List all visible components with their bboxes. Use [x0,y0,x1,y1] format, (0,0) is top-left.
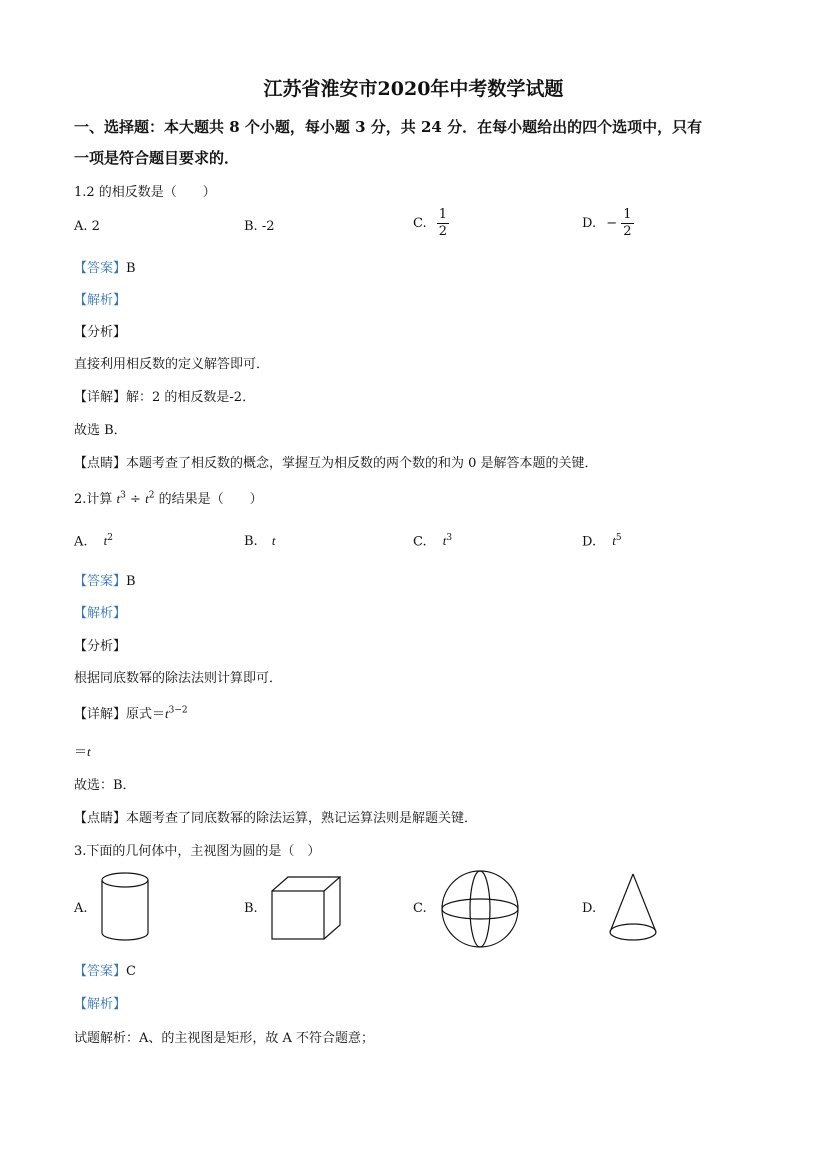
equation-t: t [87,744,91,759]
q1-option-a: A. 2 [74,219,100,234]
option-label: C. [413,534,427,550]
cube-figure [268,873,344,943]
q2-stem-exp1: 3 [120,490,126,501]
q3-answer [74,960,136,979]
option-base: t [442,533,447,549]
q1-stem: 1.2 的相反数是（ ） [74,185,216,200]
q1-option-d-label: D. [582,216,597,231]
q2-dianjing: 【点睛】本题考查了同底数幂的除法运算，熟记运算法则是解题关键． [74,811,478,826]
cylinder-figure [98,870,152,944]
option-exp: 5 [615,533,622,543]
q3-option-d-label: D. [582,901,597,916]
q1-dianjing: 【点睛】本题考查了相反数的概念，掌握互为相反数的两个数的和为 0 是解答本题的关键． [74,456,598,471]
q2-option-b [244,533,275,549]
fraction-numerator: 1 [438,207,448,222]
q1-guxuan: 故选 B． [74,423,127,438]
q2-stem-exp2: 2 [148,490,155,501]
answer-value: B [126,261,136,276]
q1-answer [74,257,136,276]
q2-xiangjie [74,703,188,722]
xiangjie-base: t [165,706,169,721]
q1-jiexi-tag: 【解析】 [74,293,127,308]
section-heading-line2: 一项是符合题目要求的． [74,149,240,167]
q2-option-a [74,533,113,549]
q3-option-b-label: B. [244,901,258,916]
q2-stem-post: 的结果是（ ） [154,492,263,507]
q2-jiexi-tag: 【解析】 [74,606,127,621]
answer-value: C [126,964,136,979]
q2-stem-pre: 2.计算 [74,492,117,507]
sphere-figure [438,868,522,950]
q2-stem-base2: t [145,491,149,506]
section-heading-line1: 一、选择题：本大题共 8 个小题，每小题 3 分，共 24 分．在每小题给出的四个选项中，只有 [74,118,703,136]
q2-answer [74,570,136,589]
q3-jiexi-tag: 【解析】 [74,997,127,1012]
q2-stem-div: ÷ [125,492,146,507]
q1-fenxi-tag: 【分析】 [74,325,127,340]
q3-stem: 3.下面的几何体中，主视图为圆的是（ ） [74,844,321,859]
answer-tag: 【答案】 [74,261,127,276]
q2-equation-line [74,741,91,760]
fraction-numerator: 1 [623,207,632,222]
q1-fenxi-text: 直接利用相反数的定义解答即可． [74,357,270,372]
option-base: t [271,533,276,548]
q1-option-c [413,207,449,240]
fraction-denominator: 2 [438,224,448,239]
option-base: t [103,533,108,549]
q1-option-b: B. -2 [244,219,275,234]
answer-tag: 【答案】 [74,574,127,589]
q1-option-c-fraction [437,207,449,240]
q2-stem-base1: t [116,491,121,506]
q2-stem [74,488,263,507]
cone-figure [606,872,660,944]
option-label: B. [244,534,258,549]
option-label: D. [582,534,597,550]
option-exp: 2 [107,533,114,543]
q3-option-a-label: A. [74,901,88,916]
page-title: 江苏省淮安市2020年中考数学试题 [263,78,564,100]
q1-option-d [582,207,634,240]
option-exp: 3 [446,533,453,543]
equals-sign: ＝ [74,745,88,760]
answer-value: B [126,574,136,589]
q1-option-c-label: C. [413,216,427,231]
fraction-denominator: 2 [623,224,632,239]
q2-guxuan: 故选：B． [74,778,136,793]
answer-tag: 【答案】 [74,964,127,979]
xiangjie-exp: 3−2 [168,705,188,716]
q2-option-c [413,533,452,549]
q2-fenxi-text: 根据同底数幂的除法法则计算即可． [74,671,283,686]
q1-option-d-fraction [621,207,633,240]
option-base: t [612,533,616,549]
q1-xiangjie: 【详解】解：2 的相反数是-2． [74,390,256,405]
q3-option-c-label: C. [413,901,427,916]
option-label: A. [74,534,88,550]
q3-jiexi-text: 试题解析：A、的主视图是矩形，故 A 不符合题意； [74,1031,375,1046]
xiangjie-text: 【详解】原式＝ [74,707,166,722]
q2-option-d [582,533,622,549]
q1-option-d-sign: − [606,216,618,231]
q2-fenxi-tag: 【分析】 [74,639,127,654]
